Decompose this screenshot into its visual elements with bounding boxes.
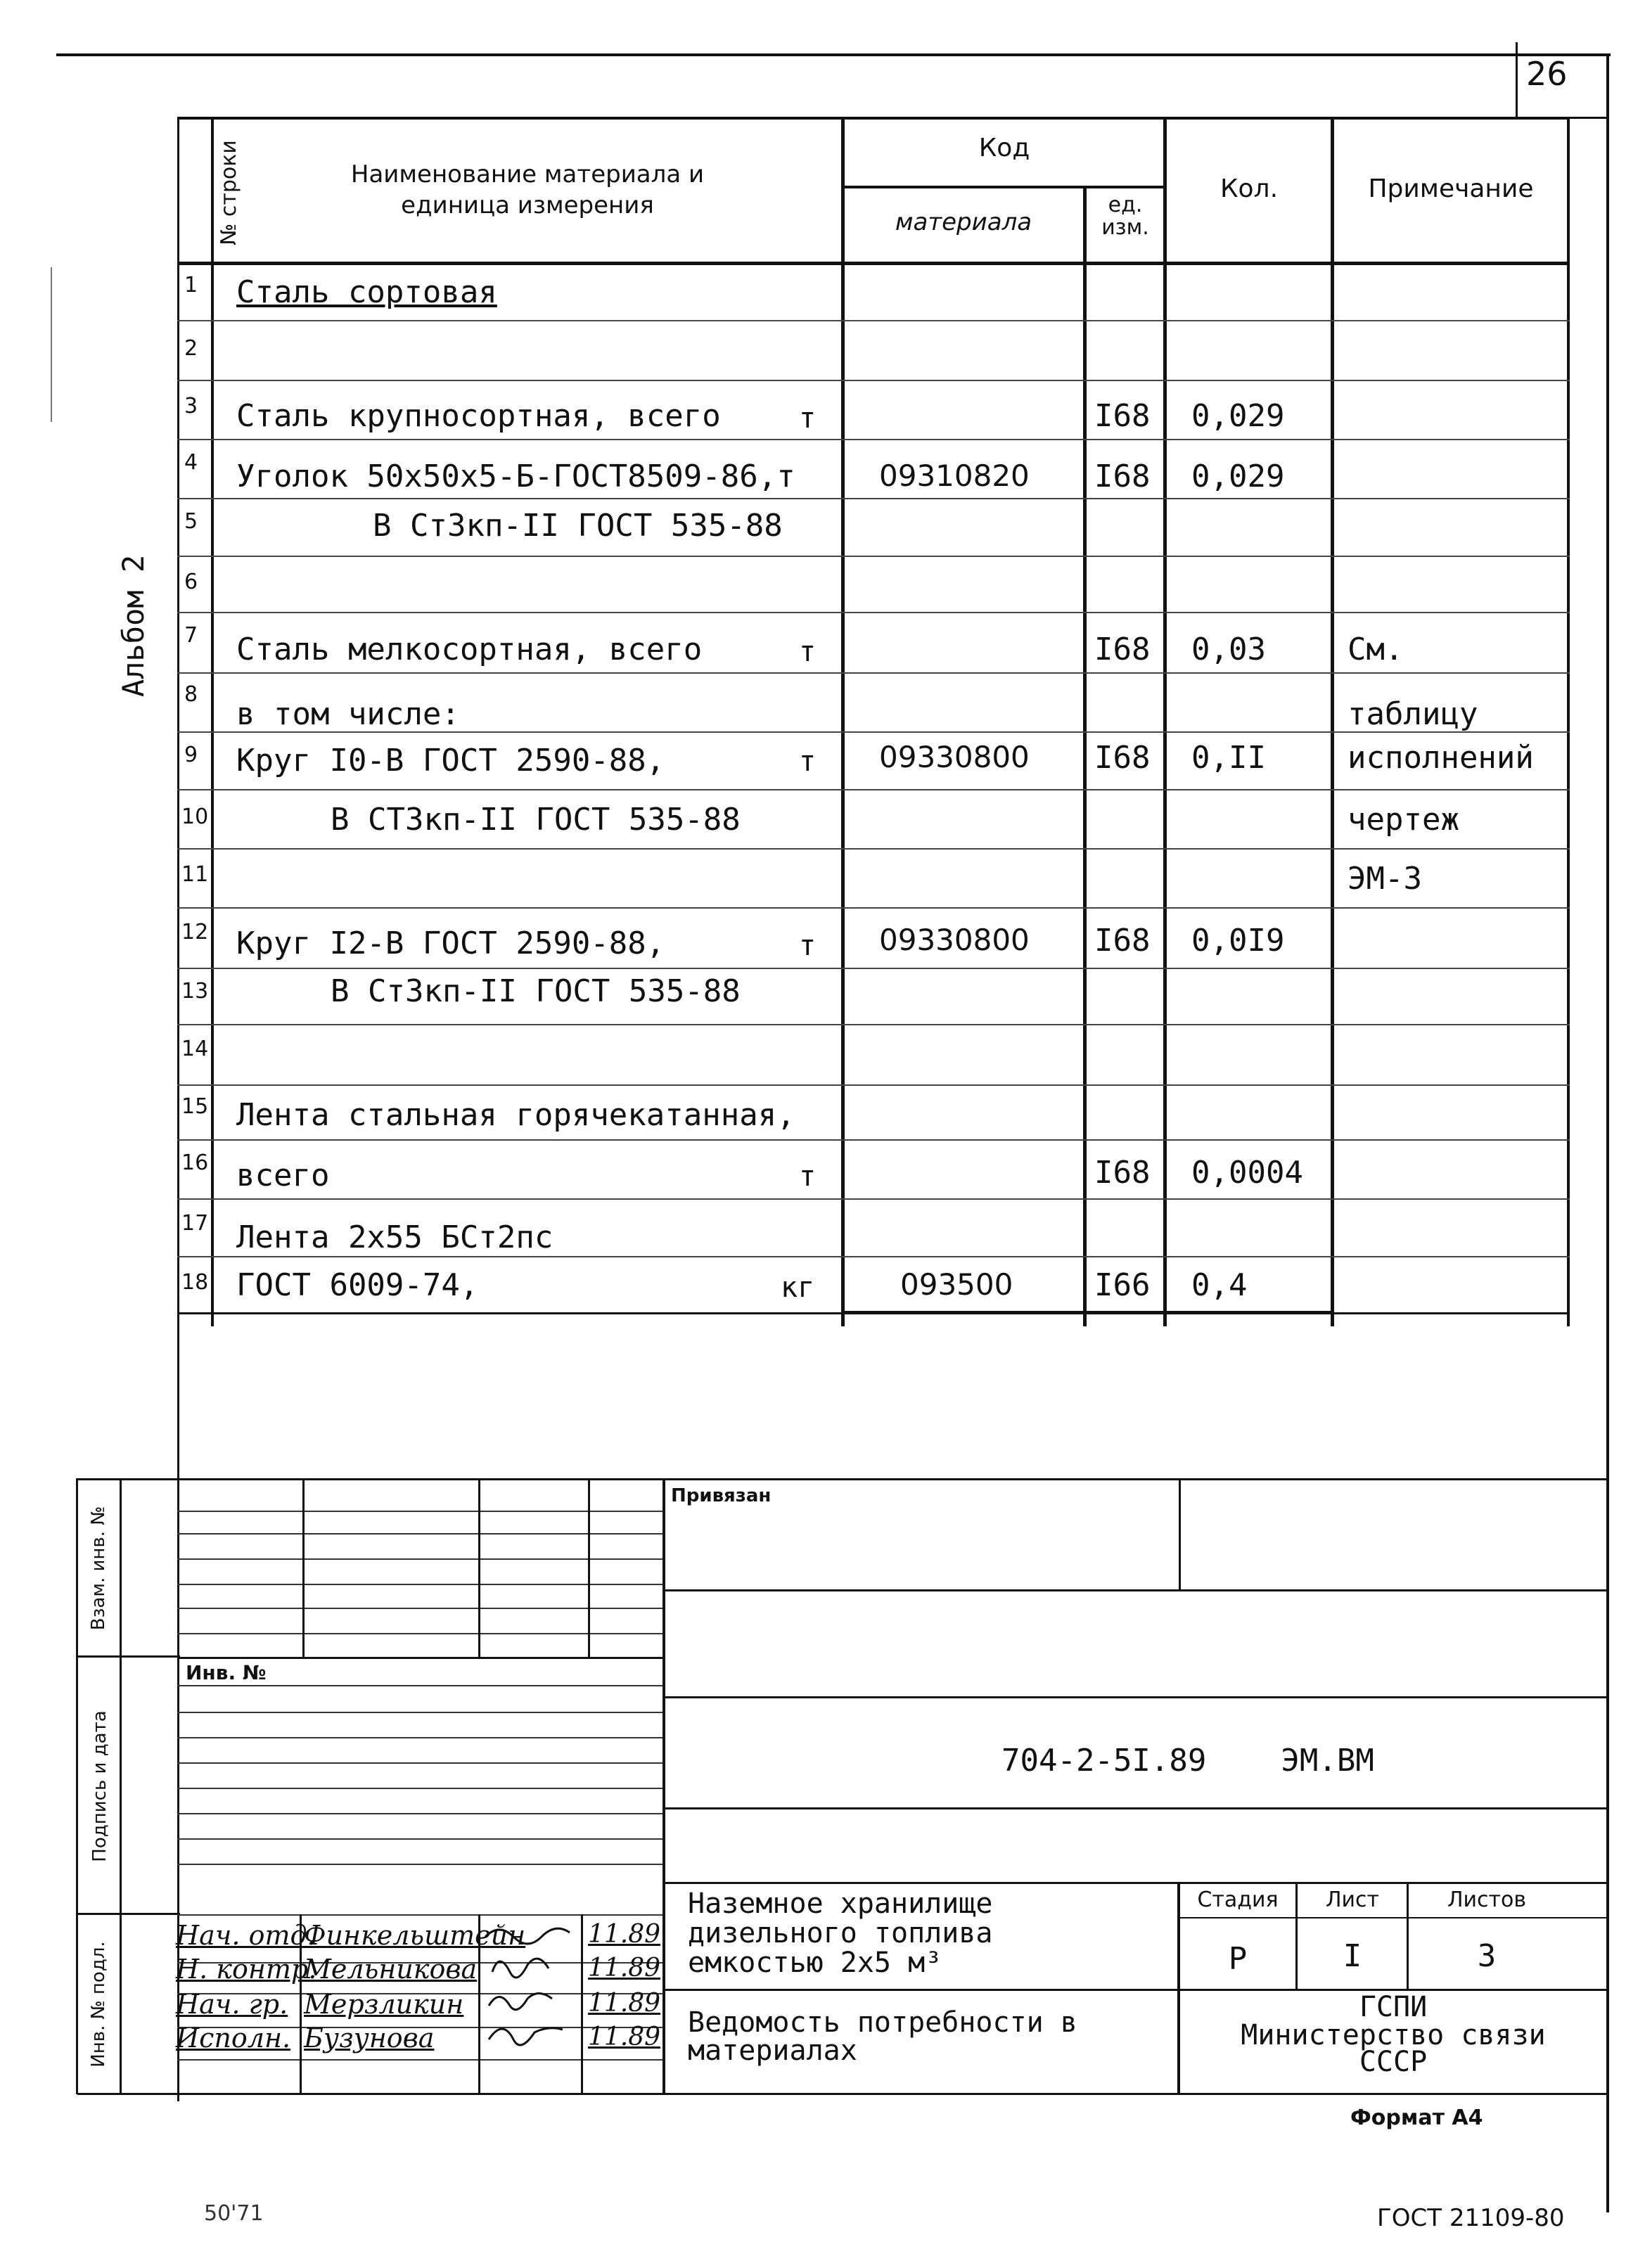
organization-line-3: СССР [1359,2046,1428,2078]
quantity: 0,03 [1191,632,1266,667]
row-number: 7 [184,623,198,648]
material-unit: кг [781,1271,815,1304]
row-number: 18 [181,1270,209,1295]
frame-left-rule [177,118,179,2101]
header-code: Код [978,134,1030,162]
row-number: 10 [181,805,209,829]
signature-role: Н. контр. [176,1954,317,1985]
signature-name: Мельникова [304,1954,478,1985]
row-number: 2 [184,336,198,361]
row-number: 13 [181,979,209,1004]
document-title: Ведомость потребности в материалах [688,2006,1077,2067]
row-number: 1 [184,273,198,297]
quantity: 0,029 [1191,459,1285,494]
footer-left: 50'71 [204,2201,264,2226]
album-label: Альбом 2 [116,554,151,698]
row-number: 11 [181,862,209,887]
privyazan-label: Привязан [671,1485,772,1506]
handwritten-signature-marks [478,1916,584,2091]
signature-role: Исполн. [176,2023,291,2054]
signature-date: 11.89 [588,2023,661,2051]
document-code: 704-2-5I.89 ЭМ.ВМ [1001,1743,1374,1779]
material-code: 09330800 [879,923,1030,957]
row-number: 17 [181,1211,209,1236]
footer-gost: ГОСТ 21109-80 [1377,2204,1565,2232]
unit-code: I68 [1094,1155,1151,1191]
material-code: 093500 [900,1267,1013,1302]
unit-code: I68 [1094,398,1151,434]
top-rule [56,53,1611,56]
header-name: Наименование материала и единица измерения [350,160,705,219]
material-unit: т [799,930,817,962]
material-name: Лента стальная горячекатанная, [236,1097,795,1133]
material-name: В СТ3кп-II ГОСТ 535-88 [331,802,741,838]
material-name: В Ст3кп-II ГОСТ 535-88 [373,508,783,544]
stage-value: Р [1228,1941,1248,1977]
unit-code: I68 [1094,459,1151,494]
sheets-value: 3 [1477,1938,1497,1974]
row-number: 3 [184,394,198,418]
row-number: 9 [184,743,198,767]
material-name: Сталь крупносортная, всего [236,398,721,434]
material-unit: т [799,745,817,778]
material-code: 09330800 [879,740,1030,774]
frame-right-rule [1606,53,1609,2212]
unit-code: I66 [1094,1267,1151,1303]
row-number: 12 [181,920,209,944]
sheet-label: Лист [1325,1888,1380,1912]
organization-line-1: ГСПИ [1359,1991,1428,2023]
signature-role: Нач. отд. [176,1920,316,1951]
header-code-material: материала [895,208,1032,236]
row-number: 8 [184,682,198,707]
signature-name: Мерзликин [304,1989,464,2020]
unit-code: I68 [1094,740,1151,776]
quantity: 0,4 [1191,1267,1248,1303]
signature-name: Финкельштейн [304,1920,526,1951]
signature-role: Нач. гр. [176,1989,288,2020]
signature-date: 11.89 [588,1989,661,2018]
material-unit: т [799,1160,817,1193]
material-name: Уголок 50x50x5-Б-ГОСТ8509-86,т [236,459,795,494]
material-name: Круг I0-В ГОСТ 2590-88, [236,743,665,779]
row-number: 5 [184,509,198,534]
note: исполнений [1348,740,1534,776]
stage-label: Стадия [1197,1888,1279,1912]
material-name: всего [236,1158,330,1193]
signature-date: 11.89 [588,1954,661,1982]
sheets-label: Листов [1447,1888,1527,1912]
material-name: Сталь мелкосортная, всего [236,632,703,667]
quantity: 0,029 [1191,398,1285,434]
header-note: Примечание [1368,174,1534,203]
quantity: 0,0004 [1191,1155,1303,1191]
material-name: Сталь сортовая [236,274,497,310]
unit-code: I68 [1094,923,1151,959]
quantity: 0,II [1191,740,1266,776]
material-name: ГОСТ 6009-74, [236,1267,479,1303]
header-code-unit: ед. изм. [1101,193,1149,240]
side-label-podpis: Подпись и дата [89,1710,110,1862]
signature-date: 11.89 [588,1920,661,1949]
material-name: В Ст3кп-II ГОСТ 535-88 [331,973,741,1009]
organization-line-2: Министерство связи [1241,2019,1546,2051]
quantity: 0,0I9 [1191,923,1285,959]
unit-code: I68 [1094,632,1151,667]
row-number: 16 [181,1151,209,1175]
note: ЭМ-3 [1348,861,1422,897]
side-label-inv-podl: Инв. № подл. [88,1941,109,2068]
material-name: Лента 2x55 БСт2пс [236,1219,553,1255]
inv-no-label: Инв. № [186,1661,267,1684]
material-unit: т [799,636,817,668]
material-name: Круг I2-В ГОСТ 2590-88, [236,925,665,961]
header-qty: Кол. [1220,174,1279,203]
format-label: Формат А4 [1350,2106,1483,2130]
material-code: 09310820 [879,459,1030,493]
row-number: 6 [184,570,198,594]
row-number: 4 [184,450,198,475]
sheet-value: I [1343,1938,1362,1974]
row-number: 15 [181,1094,209,1119]
object-name: Наземное хранилище дизельного топлива емкостью 2x5 м³ [688,1888,993,1979]
side-label-vzam: Взам. инв. № [88,1506,109,1631]
signature-name: Бузунова [304,2023,435,2054]
header-row-no: № строки [217,140,241,245]
note: чертеж [1348,802,1459,838]
row-number: 14 [181,1037,209,1061]
material-name: в том числе: [236,696,460,732]
note: таблицу [1348,696,1478,732]
material-unit: т [799,402,817,435]
page-number: 26 [1526,55,1568,93]
note: См. [1348,632,1404,667]
